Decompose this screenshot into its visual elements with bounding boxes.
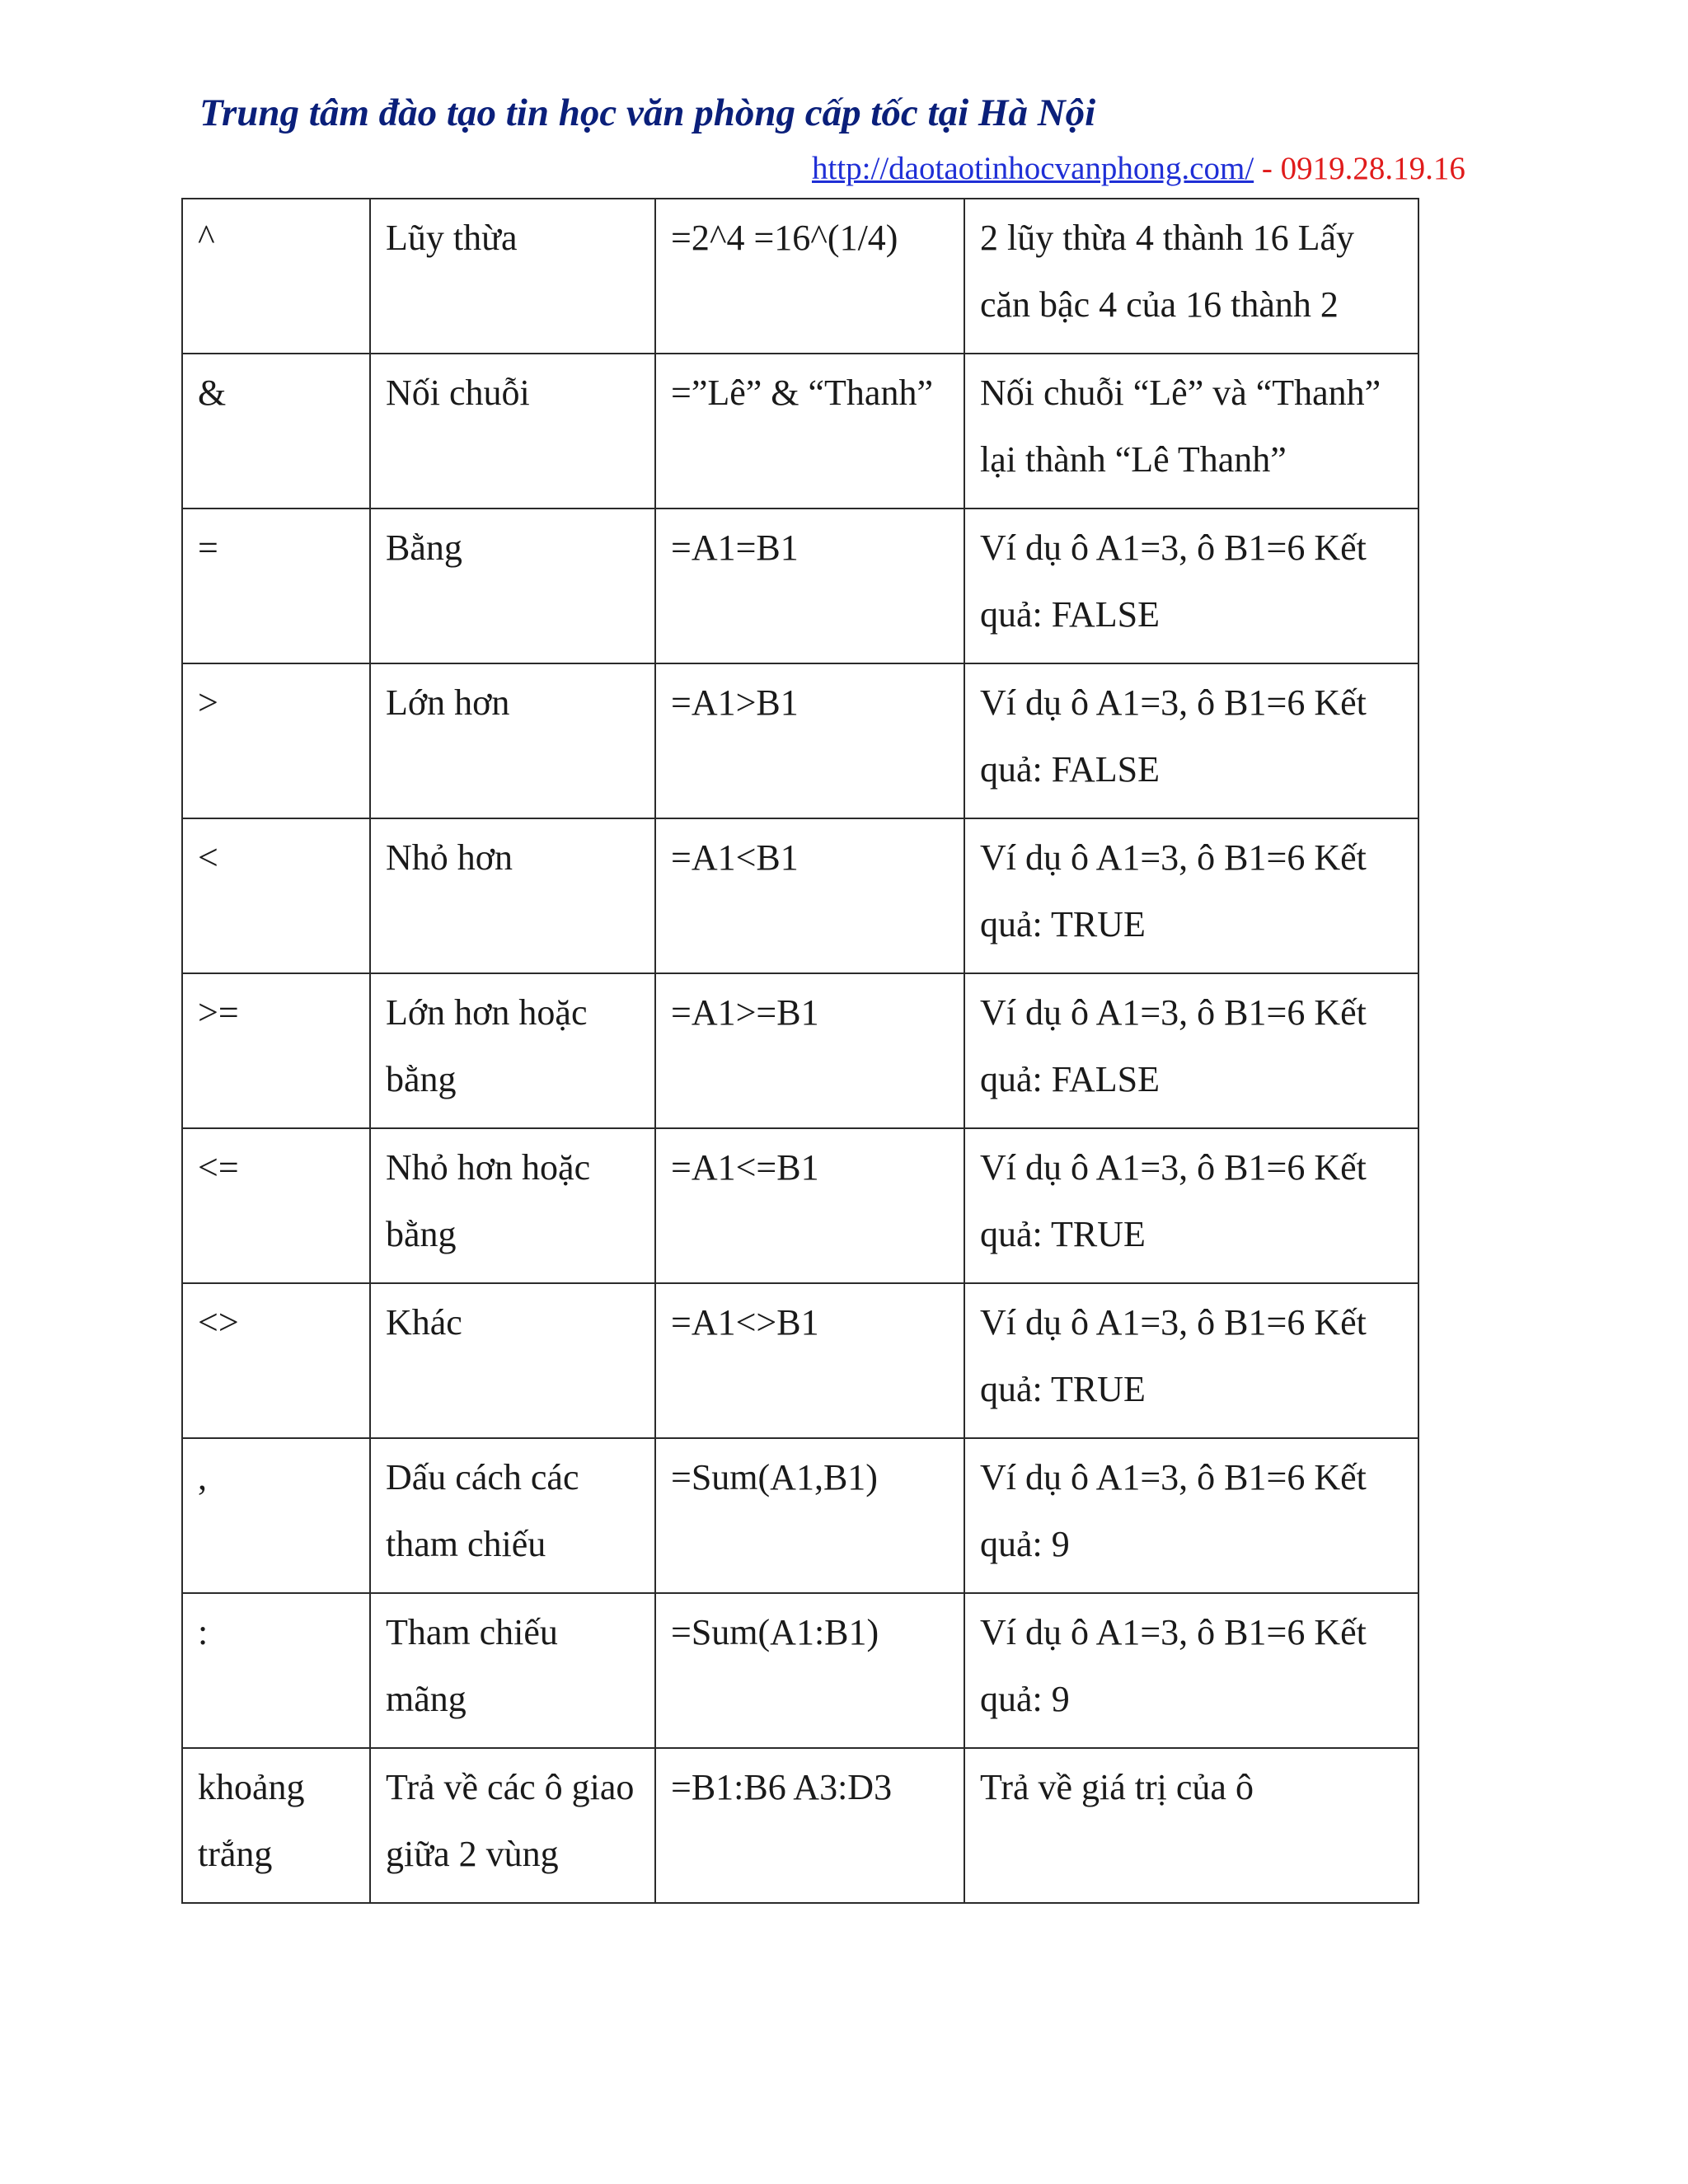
table-row <box>182 1283 1418 1438</box>
example-cell: =A1<B1 <box>655 818 964 973</box>
phone-number: 0919.28.19.16 <box>1280 151 1465 186</box>
page-title: Trung tâm đào tạo tin học văn phòng cấp tốc tại Hà Nội <box>199 91 1096 134</box>
operators-table <box>181 198 1419 1904</box>
description-cell: Ví dụ ô A1=3, ô B1=6 Kết quả: TRUE <box>964 818 1418 973</box>
example-cell: =A1<>B1 <box>655 1283 964 1438</box>
operator-cell: khoảng trắng <box>182 1748 370 1903</box>
example-cell: =”Lê” & “Thanh” <box>655 354 964 509</box>
operator-name-cell: Khác <box>370 1283 655 1438</box>
example-cell: =A1=B1 <box>655 509 964 663</box>
example-cell: =Sum(A1,B1) <box>655 1438 964 1593</box>
header-contact <box>812 150 1465 187</box>
description-cell: 2 lũy thừa 4 thành 16 Lấy căn bậc 4 của 16 thành 2 <box>964 199 1418 354</box>
table-row <box>182 354 1418 509</box>
operator-cell: <= <box>182 1128 370 1283</box>
description-cell: Ví dụ ô A1=3, ô B1=6 Kết quả: 9 <box>964 1593 1418 1748</box>
operator-cell: < <box>182 818 370 973</box>
description-cell: Ví dụ ô A1=3, ô B1=6 Kết quả: FALSE <box>964 509 1418 663</box>
table-row <box>182 663 1418 818</box>
table-row <box>182 509 1418 663</box>
operator-cell: , <box>182 1438 370 1593</box>
operator-cell: = <box>182 509 370 663</box>
table-row <box>182 1593 1418 1748</box>
operator-name-cell: Lớn hơn hoặc bằng <box>370 973 655 1128</box>
contact-separator: - <box>1254 151 1281 186</box>
example-cell: =A1<=B1 <box>655 1128 964 1283</box>
table-row <box>182 973 1418 1128</box>
operator-cell: ^ <box>182 199 370 354</box>
operator-name-cell: Lũy thừa <box>370 199 655 354</box>
example-cell: =B1:B6 A3:D3 <box>655 1748 964 1903</box>
table-row <box>182 1748 1418 1903</box>
description-cell: Ví dụ ô A1=3, ô B1=6 Kết quả: TRUE <box>964 1128 1418 1283</box>
operator-name-cell: Lớn hơn <box>370 663 655 818</box>
operator-name-cell: Trả về các ô giao giữa 2 vùng <box>370 1748 655 1903</box>
operator-name-cell: Nhỏ hơn <box>370 818 655 973</box>
table-row <box>182 1438 1418 1593</box>
operator-name-cell: Nối chuỗi <box>370 354 655 509</box>
example-cell: =A1>B1 <box>655 663 964 818</box>
description-cell: Ví dụ ô A1=3, ô B1=6 Kết quả: FALSE <box>964 973 1418 1128</box>
table-row <box>182 818 1418 973</box>
description-cell: Nối chuỗi “Lê” và “Thanh” lại thành “Lê Thanh” <box>964 354 1418 509</box>
website-link[interactable]: http://daotaotinhocvanphong.com/ <box>812 151 1254 186</box>
table-row <box>182 1128 1418 1283</box>
description-cell: Trả về giá trị của ô <box>964 1748 1418 1903</box>
operator-cell: <> <box>182 1283 370 1438</box>
operator-name-cell: Dấu cách các tham chiếu <box>370 1438 655 1593</box>
operator-name-cell: Bằng <box>370 509 655 663</box>
operator-cell: >= <box>182 973 370 1128</box>
table-row <box>182 199 1418 354</box>
operator-cell: & <box>182 354 370 509</box>
operator-name-cell: Nhỏ hơn hoặc bằng <box>370 1128 655 1283</box>
example-cell: =A1>=B1 <box>655 973 964 1128</box>
operator-cell: : <box>182 1593 370 1748</box>
example-cell: =Sum(A1:B1) <box>655 1593 964 1748</box>
description-cell: Ví dụ ô A1=3, ô B1=6 Kết quả: 9 <box>964 1438 1418 1593</box>
operator-cell: > <box>182 663 370 818</box>
example-cell: =2^4 =16^(1/4) <box>655 199 964 354</box>
operator-name-cell: Tham chiếu mãng <box>370 1593 655 1748</box>
description-cell: Ví dụ ô A1=3, ô B1=6 Kết quả: TRUE <box>964 1283 1418 1438</box>
description-cell: Ví dụ ô A1=3, ô B1=6 Kết quả: FALSE <box>964 663 1418 818</box>
